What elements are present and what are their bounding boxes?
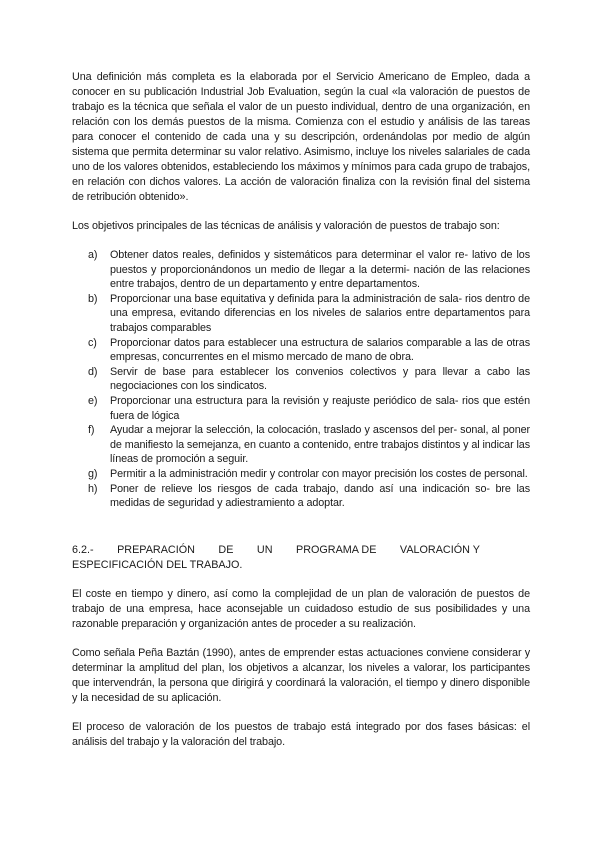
section-heading-word: PROGRAMA DE [296,543,377,556]
list-marker: f) [88,424,95,437]
list-item-text: Proporcionar datos para establecer una estructura de salarios comparable a las de otras empresas, concurrentes en el mismo mercado de mano de obra. [110,336,530,364]
section-paragraph: El coste en tiempo y dinero, así como la complejidad de un plan de valoración de puestos de trabajo de una empresa, hace aconsejable un cuidadoso estudio de sus posibilidades y una razonable preparación y organización antes de proceder a su realización. [72,587,530,630]
document-page [72,70,530,750]
section-heading-line-2: ESPECIFICACIÓN DEL TRABAJO. [72,558,243,571]
list-item-text: Permitir a la administración medir y controlar con mayor precisión los costes de personal. [110,467,528,480]
list-marker: d) [88,365,98,378]
list-marker: e) [88,394,98,407]
objectives-intro-paragraph: Los objetivos principales de las técnicas de análisis y valoración de puestos de trabajo son: [72,220,500,232]
section-heading-line-1 [72,543,480,558]
list-item [88,467,530,482]
objectives-list [88,248,530,511]
intro-paragraph: Una definición más completa es la elaborada por el Servicio Americano de Empleo, dada a conocer en su publicación Industrial Job Evaluation, según la cual «la valoración de puestos de trabajo es la técnica que señala el valor de un puesto individual, dentro de una organización, en relación con los demás puestos de la misma. Comienza con el estudio y análisis de las tareas para conocer el contenido de cada una y su descripción, ordenándolas por medio de algún sistema que permita determinar su valor relativo. Asimismo, incluye los niveles salariales de cada uno de los valores obtenidos, estableciendo los máximos y mínimos para cada grupo de trabajos, en relación con dichos valores. La acción de valoración finaliza con la revisión final del sistema de retribución obtenido». [72,71,530,203]
list-marker: a) [88,249,98,261]
list-item [88,292,530,336]
list-marker: c) [88,336,97,349]
list-item [88,482,530,511]
list-item [88,336,530,365]
list-item [88,394,530,423]
list-item-text: Proporcionar una base equitativa y definida para la administración de sala- rios dentro de una empresa, evitando diferencias en los niveles de salarios entre departamentos para trabajos comparables [110,292,530,334]
section-heading-word: UN [256,543,273,556]
section-paragraph: Como señala Peña Baztán (1990), antes de emprender estas actuaciones conviene considerar y determinar la amplitud del plan, los objetivos a alcanzar, los niveles a valorar, los participantes que intervendrán, la persona que dirigirá y coordinará la valoración, el tiempo y dinero disponible y la necesidad de su aplicación. [72,646,530,704]
list-item-text: Proporcionar una estructura para la revisión y reajuste periódico de sala- rios que estén fuera de lógica [110,394,530,422]
list-marker: b) [88,292,98,305]
list-marker: h) [88,482,98,495]
section-number: 6.2.- [72,543,94,556]
list-item-text: Poner de relieve los riesgos de cada trabajo, dando así una indicación so- bre las medidas de seguridad y adiestramiento a adoptar. [110,482,530,510]
list-item [88,365,530,394]
section-paragraph: El proceso de valoración de los puestos de trabajo está integrado por dos fases básicas: el análisis del trabajo y la valoración del trabajo. [72,720,530,748]
list-item-text: Servir de base para establecer los convenios colectivos y para llevar a cabo las negociaciones con los sindicatos. [110,365,530,393]
section-heading [72,543,530,573]
list-marker: g) [88,467,98,480]
list-item [88,248,530,292]
section-heading-word: PREPARACIÓN [117,543,195,556]
section-heading-word: DE [218,543,234,556]
section-heading-word: VALORACIÓN Y [399,543,480,556]
list-item [88,423,530,467]
list-item-text: Obtener datos reales, definidos y sistemáticos para determinar el valor re- lativo de los puestos y proporcionándonos un medio de llegar a la determi- nación de las relaciones entre trabajos, dentro de un departamento y entre departamentos. [110,249,530,291]
list-item-text: Ayudar a mejorar la selección, la colocación, traslado y ascensos del per- sonal, al poner de manifiesto la semejanza, en cuanto a contenido, entre trabajos distintos y al indicar las líneas de promoción a seguir. [110,424,530,466]
section-spacer [72,511,530,543]
